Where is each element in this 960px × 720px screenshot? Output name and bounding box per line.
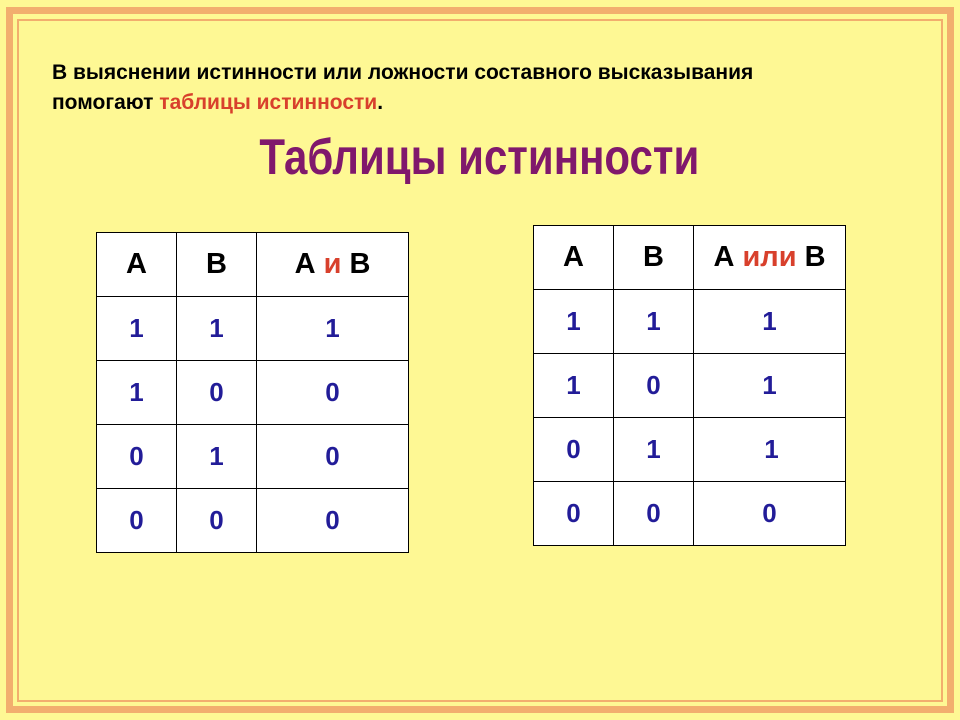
table-cell: 0: [257, 489, 409, 553]
table-row: [534, 354, 846, 418]
table-cell: 0: [534, 482, 614, 546]
table-cell: 0: [614, 354, 694, 418]
table-cell: 1: [614, 418, 694, 482]
or-truth-table: [533, 225, 846, 546]
intro-line-2: [52, 88, 912, 118]
or-header-result-a: А: [713, 241, 735, 273]
table-cell: [694, 418, 846, 482]
table-cell: 1: [257, 297, 409, 361]
table-row: [97, 297, 409, 361]
table-cell: 0: [97, 489, 177, 553]
and-header-b: B: [177, 233, 257, 297]
table-cell: 0: [177, 489, 257, 553]
table-cell: 1: [97, 297, 177, 361]
and-header-row: [97, 233, 409, 297]
or-operator: или: [742, 241, 797, 273]
table-row: [534, 482, 846, 546]
and-operator: и: [323, 248, 342, 280]
and-header-result-a: А: [294, 248, 316, 280]
or-header-row: [534, 226, 846, 290]
table-row: [97, 425, 409, 489]
page-title: Таблицы истинности: [259, 129, 700, 185]
or-header-result-b: В: [804, 241, 826, 273]
table-cell: 0: [534, 418, 614, 482]
table-cell: 0: [614, 482, 694, 546]
table-cell: 1: [534, 290, 614, 354]
and-header-result-b: В: [349, 248, 371, 280]
and-header-a: A: [97, 233, 177, 297]
table-cell: 0: [257, 361, 409, 425]
table-row: [534, 418, 846, 482]
intro-line-2-prefix: помогают: [52, 91, 160, 114]
shifted-cell-value: 1: [764, 434, 779, 464]
or-header-result: [694, 226, 846, 290]
and-header-result: [257, 233, 409, 297]
intro-line-1: В выяснении истинности или ложности составного высказывания: [52, 61, 754, 84]
table-cell: 0: [694, 482, 846, 546]
or-header-b: B: [614, 226, 694, 290]
table-cell: 1: [177, 297, 257, 361]
table-cell: 1: [694, 354, 846, 418]
intro-highlight: таблицы истинности: [159, 91, 378, 114]
table-row: [97, 489, 409, 553]
table-cell: 1: [534, 354, 614, 418]
intro-text: [52, 58, 912, 118]
table-cell: 0: [257, 425, 409, 489]
and-truth-table: [96, 232, 409, 553]
table-cell: 1: [177, 425, 257, 489]
intro-line-2-suffix: .: [377, 91, 384, 114]
table-cell: 1: [614, 290, 694, 354]
table-cell: 1: [97, 361, 177, 425]
table-cell: 0: [177, 361, 257, 425]
or-header-a: A: [534, 226, 614, 290]
table-row: [534, 290, 846, 354]
table-row: [97, 361, 409, 425]
table-cell: 0: [97, 425, 177, 489]
table-cell: 1: [694, 290, 846, 354]
